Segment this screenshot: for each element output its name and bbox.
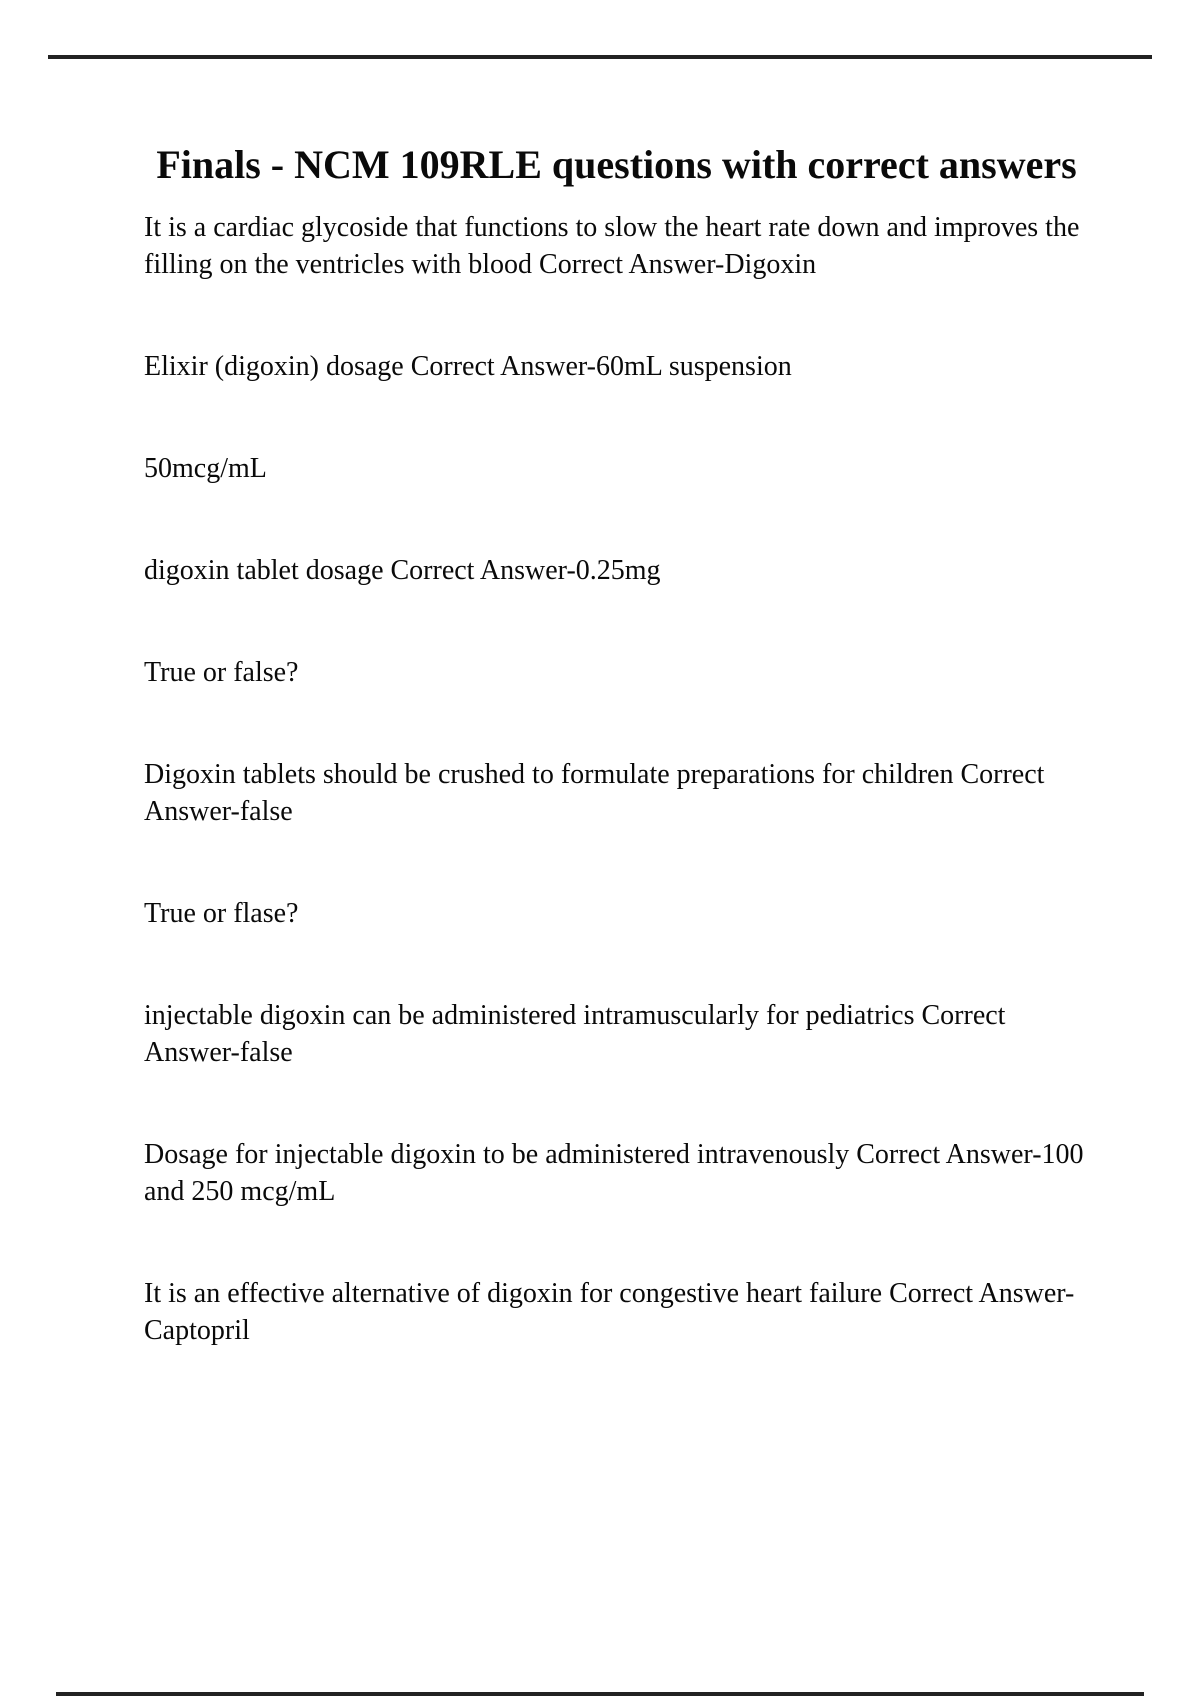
qa-paragraph-6: Digoxin tablets should be crushed to formulate preparations for children Correct Answer-false: [144, 759, 1045, 827]
page-title: Finals - NCM 109RLE questions with correct answers: [156, 142, 1077, 187]
qa-paragraph-4: digoxin tablet dosage Correct Answer-0.25mg: [144, 555, 661, 586]
document-content: [144, 140, 1089, 1414]
qa-paragraph-5: True or false?: [144, 657, 299, 688]
qa-paragraph-10: It is an effective alternative of digoxin for congestive heart failure Correct Answer-Captopril: [144, 1278, 1075, 1346]
qa-paragraph-3: 50mcg/mL: [144, 453, 267, 484]
qa-paragraph-7: True or flase?: [144, 898, 299, 929]
qa-paragraph-2: Elixir (digoxin) dosage Correct Answer-60mL suspension: [144, 351, 792, 382]
qa-paragraph-1: It is a cardiac glycoside that functions to slow the heart rate down and improves the filling on the ventricles with blood Correct Answer-Digoxin: [144, 212, 1080, 280]
bottom-rule: [56, 1692, 1144, 1696]
qa-paragraph-9: Dosage for injectable digoxin to be administered intravenously Correct Answer-100 and 250 mcg/mL: [144, 1139, 1084, 1207]
qa-paragraph-8: injectable digoxin can be administered intramuscularly for pediatrics Correct Answer-false: [144, 1000, 1006, 1068]
top-rule: [48, 55, 1152, 59]
